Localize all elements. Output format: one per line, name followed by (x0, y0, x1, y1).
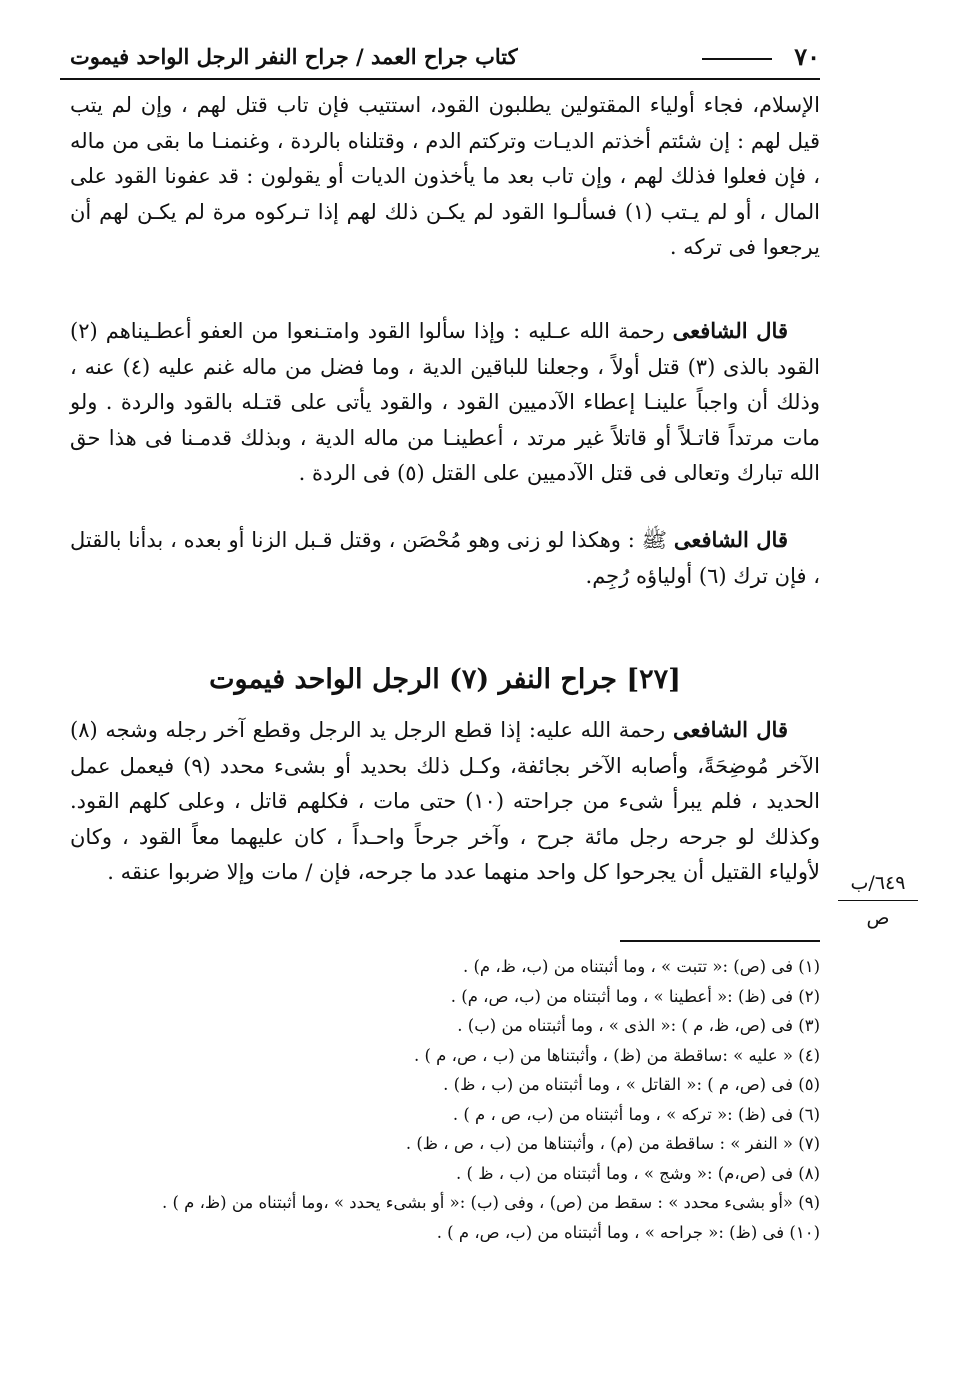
paragraph-2-text: رحمة الله عـليه : وإذا سألوا القود وامتـنعوا من العفو أعطـيناهم (٢) القود بالذى (٣) قتل أولاً ، وجعلنا للباقين الدية ، وما فضل من ماله غنم عليه (٤) عنه ، وذلك أن واجباً علينـا إعطاء الآدميين القود ، والقود يأتى على قتـله بالقود والردة . ولو مات مرتداً قاتـلاً أو قاتلاً غير مرتد ، أعطينـا من ماله الدية ، وبذلك قدمـنا فى هذا حق الله تبارك وتعالى فى قتل الآدميين على القتل (٥) فى الردة . (70, 319, 821, 485)
section-heading: [٢٧] جراح النفر (٧) الرجل الواحد فيموت (209, 664, 681, 695)
paragraph-1 (70, 88, 820, 266)
footnote-10: (١٠) فى (ظ) :« جراحه » ، وما أثبتناه من (ب، ص، م ) . (436, 1222, 820, 1242)
footnote-separator (620, 940, 820, 942)
running-title: كتاب جراح العمد / جراح النفر الرجل الواحد فيموت (70, 44, 518, 69)
paragraph-2-speaker: قال الشافعى (672, 318, 788, 343)
paragraph-4-speaker: قال الشافعى (672, 717, 788, 742)
header-dash (702, 58, 772, 60)
margin-note-source: ص (866, 907, 890, 929)
paragraph-4-text: رحمة الله عليه: إذا قطع الرجل يد الرجل وقطع آخر رجله وشجه (٨) الآخر مُوضِحَةً، وأصابه الآخر بجائفة، وكـل ذلك بحديد أو بشىء محدد (٩) فيعمل عمل الحديد ، فلم يبرأ شىء من جراحته (١٠) حتى مات ، فكلهم قاتل ، وعلى كلهم القود. وكذلك لو جرحه رجل مائة جرح ، وآخر جرحاً واحـداً ، كان عليهما معاً القود ، وكان لأولياء القتيل أن يجرحوا كل واحد منهما عدد ما جرحه، فإن / مات وإلا ضربوا عنقه . (70, 718, 820, 884)
manuscript-margin-note (838, 868, 918, 933)
footnotes (100, 952, 820, 1247)
paragraph-3 (70, 522, 820, 594)
footnote-9: (٩) «أو بشىء محدد » : سقط من (ص) ، وفى (ب) :« أو بشىء يحدد » ،وما أثبتناه من (ظ، م ) . (161, 1193, 820, 1212)
paragraph-1-text: الإسلام، فجاء أولياء المقتولين يطلبون القود، استتيب فإن تاب قتل لهم ، وإن لم يتب قيل لهم : إن شئتم أخذتم الديـات وتركتم الدم ، وقتلناه بالردة ، وغنمنـا ما بقى من ماله ، فإن فعلوا فذلك لهم ، وإن تاب بعد ما يأخذون الديات أو يقولون : قد عفونا القود على المال ، أو لم يـتب (١) فسألـوا القود لم يكـن ذلك لهم إذا تـركوه مرة لم يكـن لهم أن يرجعوا فى تركه . (70, 93, 820, 259)
paragraph-4 (70, 712, 820, 891)
footnote-7: (٧) « النفر » : ساقطة من (م) ، وأثبتناها من (ب ، ص ، ظ) . (405, 1134, 820, 1153)
footnote-6: (٦) فى (ظ) :« تركه » ، وما أثبتناه من (ب، ص ، م ) . (452, 1104, 820, 1124)
footnote-8: (٨) فى (ص،م) :« وشج » ، وما أثبتناه من (ب ، ظ ) . (456, 1163, 820, 1183)
margin-note-folio: ٦٤٩/ب (850, 872, 906, 894)
margin-note-divider (838, 900, 918, 901)
footnote-3: (٣) فى (ص، ظ، م ) :« الذى » ، وما أثبتناه من (ب) . (457, 1016, 820, 1035)
footnote-4: (٤) « عليه » :ساقطة من (ظ) ، وأثبتناها من (ب ، ص، م ) . (414, 1045, 820, 1065)
paragraph-3-text: ﷺ : وهكذا لو زنى وهو مُحْصَن ، وقتل قـبل الزنا أو بعده ، بدأنا بالقتل ، فإن ترك (٦) أولياؤه رُجِم. (70, 528, 820, 588)
running-header (60, 38, 820, 80)
page-number: ٧٠ (794, 42, 820, 71)
footnote-1: (١) فى (ص) :« تتبت » ، وما أثبتناه من (ب، ظ، م) . (462, 957, 820, 976)
footnote-5: (٥) فى (ص، م ) :« القاتل » ، وما أثبتناه من (ب ، ظ) . (443, 1075, 820, 1094)
paragraph-3-speaker: قال الشافعى (673, 527, 788, 552)
footnote-2: (٢) فى (ظ) :« أعطينا » ، وما أثبتناه من (ب، ص، م) . (450, 986, 820, 1006)
paragraph-2 (70, 313, 820, 492)
